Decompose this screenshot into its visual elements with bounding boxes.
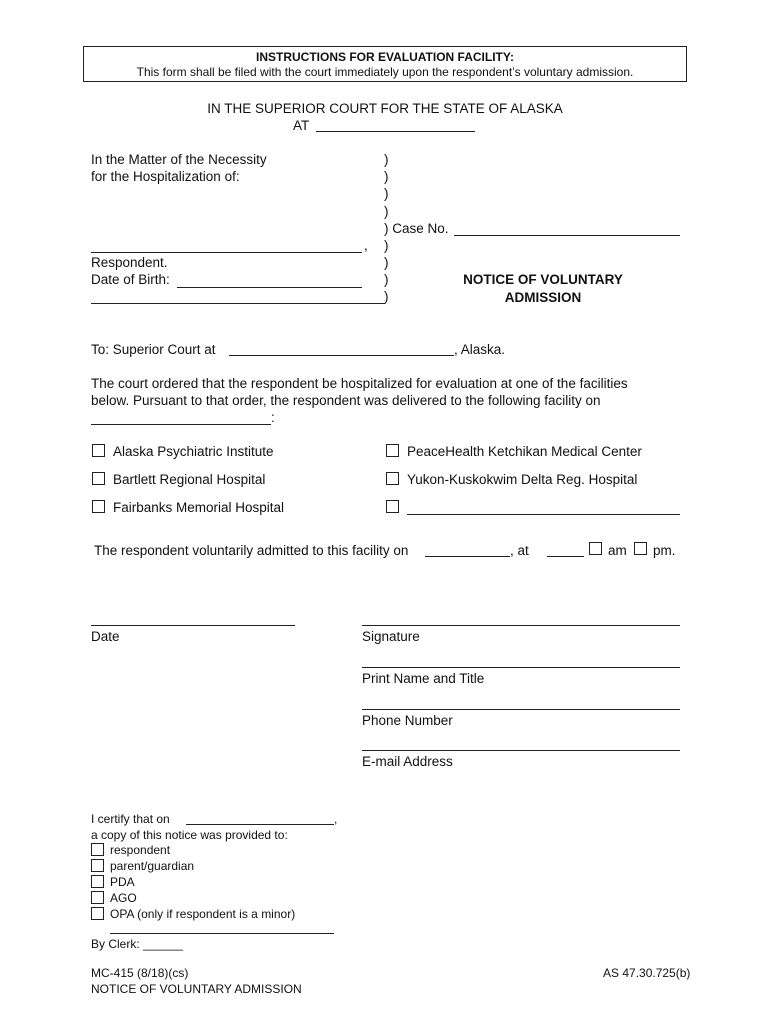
superior-court-location-field[interactable] bbox=[229, 355, 454, 356]
admitted-prefix: The respondent voluntarily admitted to this facility on bbox=[94, 543, 409, 558]
facility-checkbox[interactable] bbox=[92, 472, 105, 485]
court-location-field[interactable] bbox=[316, 131, 475, 132]
facility-label: PeaceHealth Ketchikan Medical Center bbox=[407, 444, 642, 459]
certify-option: AGO bbox=[110, 891, 137, 905]
pm-label: pm. bbox=[653, 543, 676, 558]
extra-caption-field[interactable] bbox=[91, 303, 385, 304]
am-checkbox[interactable] bbox=[589, 542, 602, 555]
dob-label: Date of Birth: bbox=[91, 272, 170, 287]
court-at-label: AT bbox=[293, 118, 310, 133]
certify-option: OPA (only if respondent is a minor) bbox=[110, 907, 296, 921]
other-facility-checkbox[interactable] bbox=[386, 500, 399, 513]
certify-date-field[interactable] bbox=[186, 824, 334, 825]
certify-checkbox[interactable] bbox=[91, 859, 104, 872]
certify-checkbox[interactable] bbox=[91, 907, 104, 920]
facility-checkbox[interactable] bbox=[386, 472, 399, 485]
caption-paren: ) bbox=[384, 169, 389, 184]
pm-checkbox[interactable] bbox=[634, 542, 647, 555]
to-line-suffix: , Alaska. bbox=[454, 342, 506, 357]
caption-paren: ) bbox=[384, 272, 389, 287]
form-number: MC-415 (8/18)(cs) bbox=[91, 966, 189, 980]
facility-checkbox[interactable] bbox=[92, 444, 105, 457]
certify-line-1: I certify that on bbox=[91, 812, 170, 826]
admitted-at-label: , at bbox=[510, 543, 529, 558]
facility-checkbox[interactable] bbox=[386, 444, 399, 457]
caption-paren: ) bbox=[384, 255, 389, 270]
facility-label: Bartlett Regional Hospital bbox=[113, 472, 266, 487]
caption-paren: ) bbox=[384, 238, 389, 253]
respondent-name-field[interactable] bbox=[91, 252, 362, 253]
instructions-box bbox=[83, 46, 687, 82]
respondent-label: Respondent. bbox=[91, 255, 168, 270]
admission-time-field[interactable] bbox=[547, 556, 584, 557]
date-field[interactable] bbox=[91, 625, 295, 626]
body-line-1: The court ordered that the respondent be hospitalized for evaluation at one of the facilities bbox=[91, 376, 628, 391]
facility-label: Fairbanks Memorial Hospital bbox=[113, 500, 285, 515]
case-no-label: ) Case No. bbox=[384, 221, 449, 236]
other-facility-field[interactable] bbox=[407, 514, 680, 515]
respondent-comma: , bbox=[364, 238, 368, 253]
facility-label: Yukon-Kuskokwim Delta Reg. Hospital bbox=[407, 472, 638, 487]
caption-paren: ) bbox=[384, 152, 389, 167]
form-title: NOTICE OF VOLUNTARY ADMISSION bbox=[91, 982, 302, 996]
by-clerk-label: By Clerk: ______ bbox=[91, 937, 184, 951]
facility-checkbox[interactable] bbox=[92, 500, 105, 513]
dob-field[interactable] bbox=[177, 287, 362, 288]
certify-checkbox[interactable] bbox=[91, 891, 104, 904]
admission-date-field[interactable] bbox=[425, 556, 510, 557]
phone-field[interactable] bbox=[362, 709, 680, 710]
certify-checkbox[interactable] bbox=[91, 843, 104, 856]
caption-paren: ) bbox=[384, 204, 389, 219]
certify-option: respondent bbox=[110, 843, 171, 857]
date-label: Date bbox=[91, 629, 120, 644]
am-label: am bbox=[608, 543, 627, 558]
body-line-2: below. Pursuant to that order, the respondent was delivered to the following facility on bbox=[91, 393, 601, 408]
certify-checkbox[interactable] bbox=[91, 875, 104, 888]
email-label: E-mail Address bbox=[362, 754, 453, 769]
certify-option: parent/guardian bbox=[110, 859, 195, 873]
certify-comma: , bbox=[334, 812, 338, 826]
email-field[interactable] bbox=[362, 750, 680, 751]
signature-field[interactable] bbox=[362, 625, 680, 626]
phone-label: Phone Number bbox=[362, 713, 453, 728]
certify-line-2: a copy of this notice was provided to: bbox=[91, 828, 288, 842]
signature-label: Signature bbox=[362, 629, 420, 644]
statute-reference: AS 47.30.725(b) bbox=[603, 966, 691, 980]
notice-title-line-2: ADMISSION bbox=[504, 290, 582, 305]
delivery-date-field[interactable] bbox=[91, 424, 271, 425]
court-heading: IN THE SUPERIOR COURT FOR THE STATE OF ALASKA bbox=[207, 101, 563, 116]
caption-paren: ) bbox=[384, 289, 389, 304]
caption-paren: ) bbox=[384, 186, 389, 201]
facility-label: Alaska Psychiatric Institute bbox=[113, 444, 274, 459]
notice-title-line-1: NOTICE OF VOLUNTARY bbox=[463, 272, 623, 287]
print-name-field[interactable] bbox=[362, 667, 680, 668]
to-line-prefix: To: Superior Court at bbox=[91, 342, 216, 357]
clerk-signature-field[interactable] bbox=[110, 933, 334, 934]
case-number-field[interactable] bbox=[454, 235, 680, 236]
certify-option: PDA bbox=[110, 875, 135, 889]
matter-line-1: In the Matter of the Necessity bbox=[91, 152, 267, 167]
instructions-title: INSTRUCTIONS FOR EVALUATION FACILITY: bbox=[256, 50, 514, 64]
instructions-text: This form shall be filed with the court immediately upon the respondent’s voluntary admission. bbox=[136, 65, 634, 79]
matter-line-2: for the Hospitalization of: bbox=[91, 169, 240, 184]
body-colon: : bbox=[271, 410, 275, 425]
print-name-label: Print Name and Title bbox=[362, 671, 485, 686]
